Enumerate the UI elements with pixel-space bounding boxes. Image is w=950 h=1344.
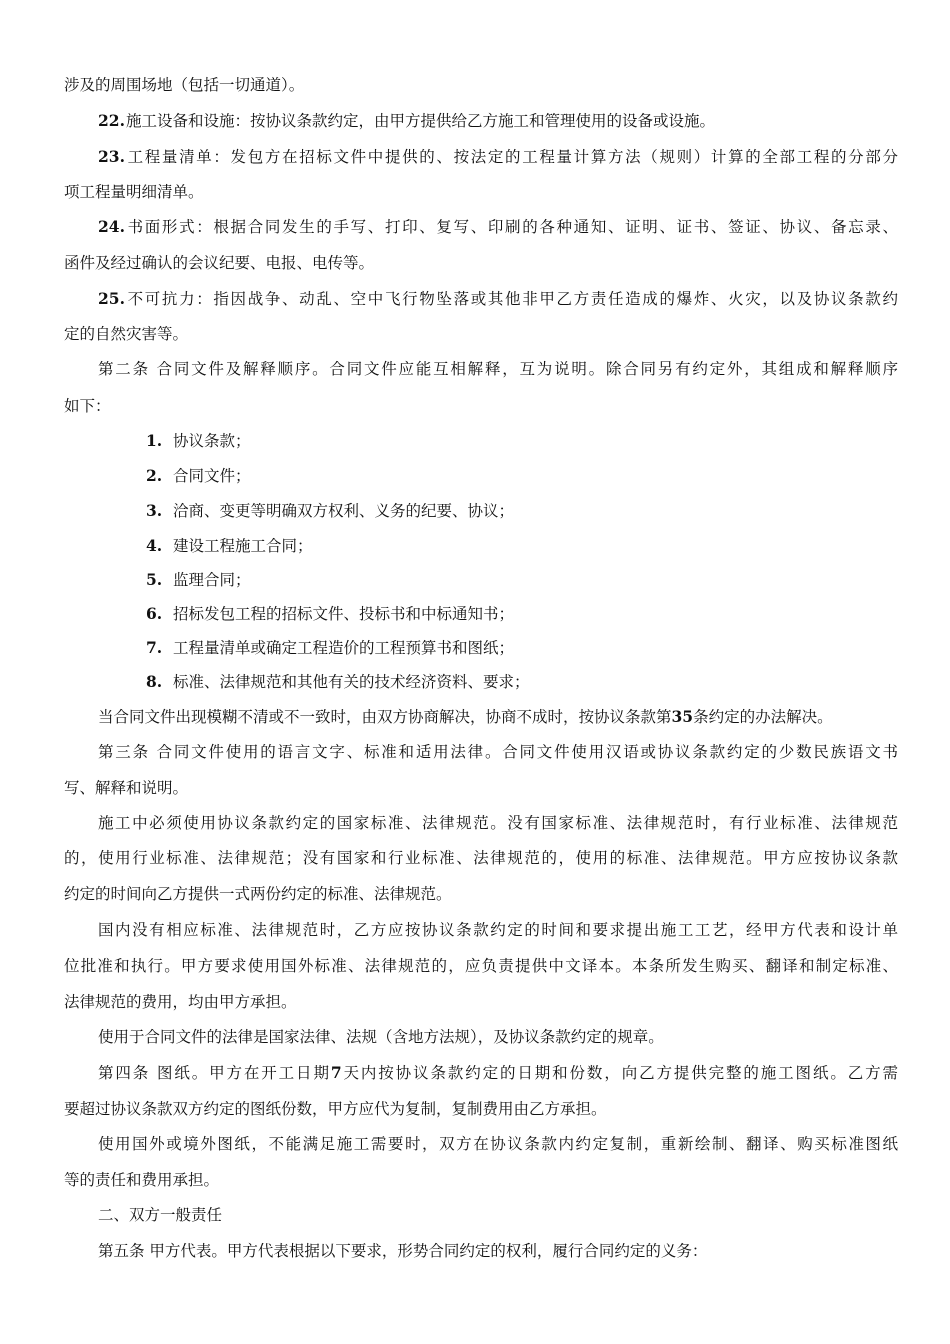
text-line: 等的责任和费用承担。 <box>64 1171 220 1189</box>
text-line: 的，使用行业标准、法律规范；没有国家和行业标准、法律规范的，使用的标准、法律规范。甲方应按协议条款 <box>64 849 898 867</box>
list-item: 2. 合同文件； <box>146 466 251 485</box>
list-item: 6. 招标发包工程的招标文件、投标书和中标通知书； <box>146 604 515 623</box>
definition-24: 24.书面形式：根据合同发生的手写、打印、复写、印刷的各种通知、证明、证书、签证、协议、备忘录、 <box>98 217 898 236</box>
definition-22: 22.施工设备和设施：按协议条款约定，由甲方提供给乙方施工和管理使用的设备或设施。 <box>98 111 715 130</box>
text-line: 定的自然灾害等。 <box>64 325 189 343</box>
list-item: 8. 标准、法律规范和其他有关的技术经济资料、要求； <box>146 672 530 691</box>
text-line: 要超过协议条款双方约定的图纸份数，甲方应代为复制，复制费用由乙方承担。 <box>64 1100 607 1118</box>
list-item: 1. 协议条款； <box>146 431 251 450</box>
definition-23: 23.工程量清单：发包方在招标文件中提供的、按法定的工程量计算方法（规则）计算的全部工程的分部分 <box>98 147 898 166</box>
text-line: 使用于合同文件的法律是国家法律、法规（含地方法规），及协议条款约定的规章。 <box>98 1028 664 1046</box>
section-heading: 二、双方一般责任 <box>98 1206 223 1224</box>
text-line: 使用国外或境外图纸，不能满足施工需要时，双方在协议条款内约定复制，重新绘制、翻译、购买标准图纸 <box>98 1135 898 1153</box>
list-item: 4. 建设工程施工合同； <box>146 536 313 555</box>
list-item: 3. 洽商、变更等明确双方权利、义务的纪要、协议； <box>146 501 515 520</box>
text-line: 国内没有相应标准、法律规范时，乙方应按协议条款约定的时间和要求提出施工工艺，经甲方代表和设计单 <box>98 921 898 939</box>
article-2-heading: 第二条 合同文件及解释顺序。合同文件应能互相解释，互为说明。除合同另有约定外，其组成和解释顺序 <box>98 360 898 378</box>
text-line: 施工中必须使用协议条款约定的国家标准、法律规范。没有国家标准、法律规范时，有行业标准、法律规范 <box>98 814 898 832</box>
text-line: 位批准和执行。甲方要求使用国外标准、法律规范的，应负责提供中文译本。本条所发生购买、翻译和制定标准、 <box>64 957 898 975</box>
list-item: 5. 监理合同； <box>146 570 251 589</box>
text-line: 当合同文件出现模糊不清或不一致时，由双方协商解决，协商不成时，按协议条款第35条约定的办法解决。 <box>98 707 833 726</box>
text-line: 法律规范的费用，均由甲方承担。 <box>64 993 297 1011</box>
article-3-heading: 第三条 合同文件使用的语言文字、标准和适用法律。合同文件使用汉语或协议条款约定的少数民族语文书 <box>98 743 898 761</box>
article-4-heading: 第四条 图纸。甲方在开工日期7天内按协议条款约定的日期和份数，向乙方提供完整的施工图纸。乙方需 <box>98 1063 898 1082</box>
article-5-heading: 第五条 甲方代表。甲方代表根据以下要求，形势合同约定的权利，履行合同约定的义务： <box>98 1242 708 1260</box>
definition-25: 25.不可抗力：指因战争、动乱、空中飞行物坠落或其他非甲乙方责任造成的爆炸、火灾，以及协议条款约 <box>98 289 898 308</box>
text-line: 函件及经过确认的会议纪要、电报、电传等。 <box>64 254 375 272</box>
text-line: 写、解释和说明。 <box>64 779 189 797</box>
list-item: 7. 工程量清单或确定工程造价的工程预算书和图纸； <box>146 638 515 657</box>
text-line: 约定的时间向乙方提供一式两份约定的标准、法律规范。 <box>64 885 452 903</box>
text-line: 如下： <box>64 397 111 415</box>
text-line: 项工程量明细清单。 <box>64 183 204 201</box>
text-line: 涉及的周围场地（包括一切通道）。 <box>64 76 305 94</box>
